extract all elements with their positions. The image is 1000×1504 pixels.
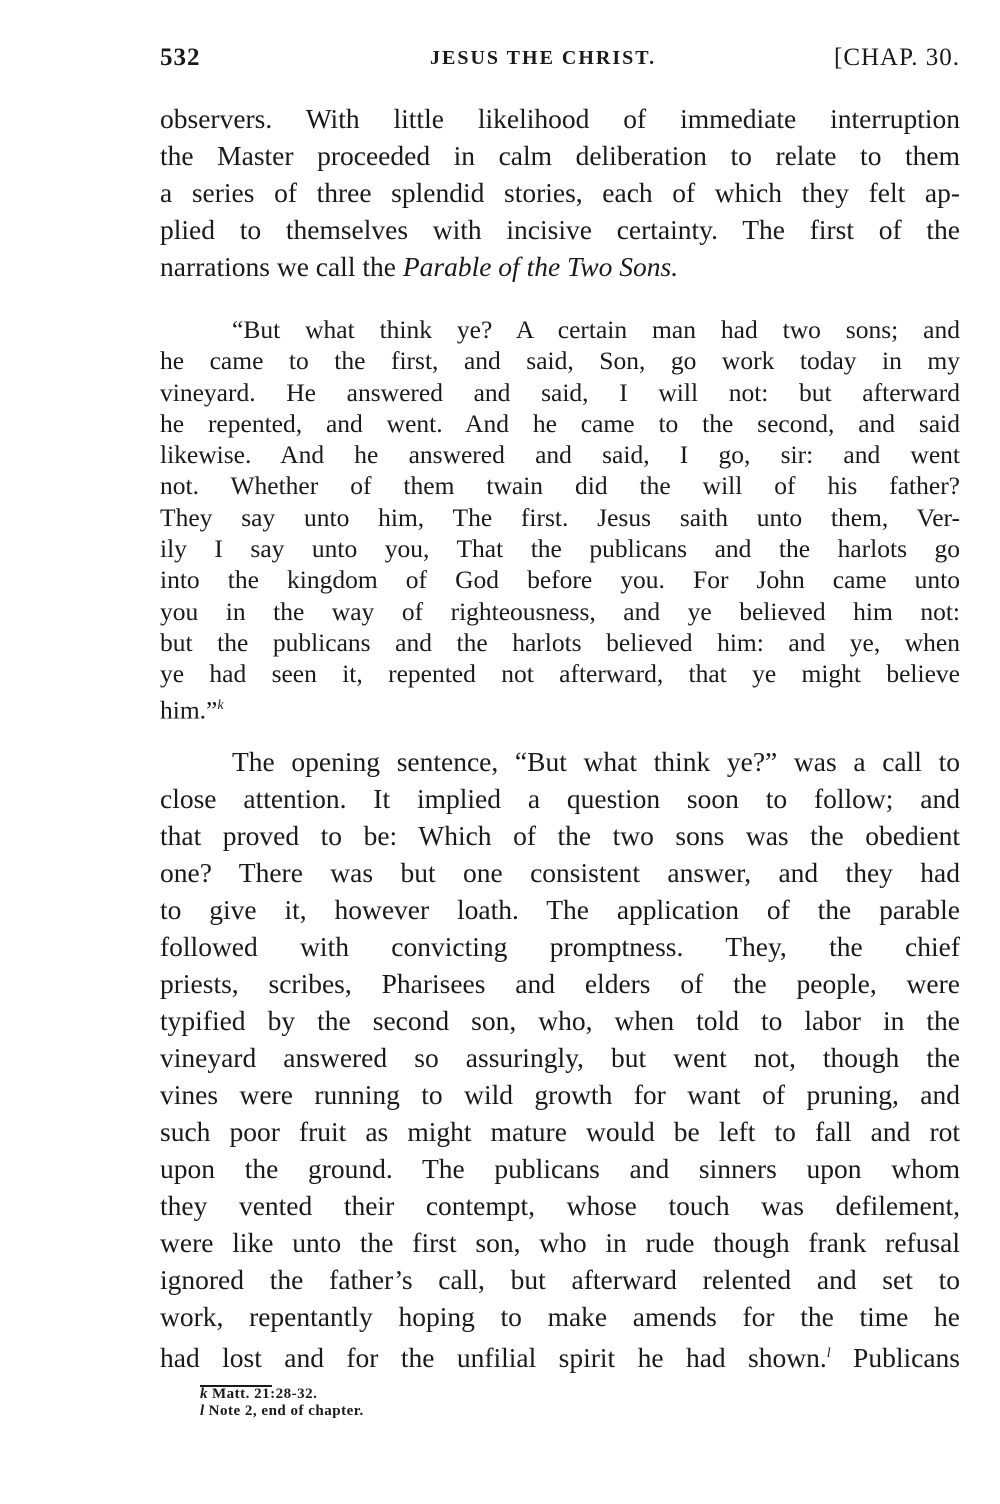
text-line: priests, scribes, Pharisees and elders of the people, were xyxy=(160,968,960,999)
footnote xyxy=(200,1403,364,1420)
text-line: work, repentantly hoping to make amends for the time he xyxy=(160,1301,960,1332)
page-number: 532 xyxy=(160,44,201,71)
quote-line: “But what think ye? A certain man had two sons; and xyxy=(232,315,960,344)
quote-line xyxy=(160,690,960,725)
text-line: the Master proceeded in calm deliberation to relate to them xyxy=(160,140,960,171)
footnote xyxy=(200,1386,364,1403)
text-line: such poor fruit as might mature would be left to fall and rot xyxy=(160,1116,960,1147)
text-line: plied to themselves with incisive certainty. The first of the xyxy=(160,214,960,245)
text-line: observers. With little likelihood of immediate interruption xyxy=(160,103,960,134)
text-line: a series of three splendid stories, each of which they felt ap- xyxy=(160,177,960,208)
text-line: ignored the father’s call, but afterward relented and set to xyxy=(160,1264,960,1295)
text-line: were like unto the first son, who in rude though frank refusal xyxy=(160,1227,960,1258)
quote-line: vineyard. He answered and said, I will not: but afterward xyxy=(160,377,960,407)
text-line: The opening sentence, “But what think ye?” was a call to xyxy=(232,746,960,777)
quote-line: likewise. And he answered and said, I go, sir: and went xyxy=(160,440,960,470)
text-line: that proved to be: Which of the two sons was the obedient xyxy=(160,820,960,851)
text-line: vines were running to wild growth for want of pruning, and xyxy=(160,1079,960,1110)
paragraph-commentary xyxy=(160,743,960,1372)
footnote-ref-l[interactable]: l xyxy=(826,1346,831,1361)
chapter-label: [CHAP. 30. xyxy=(834,44,960,71)
text-fragment: him.” xyxy=(160,695,218,725)
quote-line: ily I say unto you, That the publicans and the harlots go xyxy=(160,534,960,564)
paragraph-intro xyxy=(160,100,960,285)
footnotes xyxy=(200,1386,364,1420)
footnote-mark: l xyxy=(200,1403,205,1419)
text-fragment: had lost and for the unfilial spirit he had shown. xyxy=(160,1342,827,1374)
quote-line: you in the way of righteousness, and ye believed him not: xyxy=(160,596,960,626)
text-line xyxy=(160,1335,960,1372)
quote-line: not. Whether of them twain did the will of his father? xyxy=(160,471,960,501)
footnote-text: Note 2, end of chapter. xyxy=(208,1403,364,1419)
parable-title: Parable of the Two Sons. xyxy=(402,251,679,282)
text-line xyxy=(160,248,960,285)
text-line: upon the ground. The publicans and sinners upon whom xyxy=(160,1153,960,1184)
text-line: they vented their contempt, whose touch was defilement, xyxy=(160,1190,960,1221)
text-line: close attention. It implied a question soon to follow; and xyxy=(160,783,960,814)
footnote-text: Matt. 21:28-32. xyxy=(212,1386,318,1402)
quote-line: but the publicans and the harlots believed him: and ye, when xyxy=(160,627,960,657)
book-title: JESUS THE CHRIST. xyxy=(430,47,657,69)
quote-line: he repented, and went. And he came to the second, and said xyxy=(160,408,960,438)
scripture-quote xyxy=(160,314,960,725)
text-line: one? There was but one consistent answer, and they had xyxy=(160,857,960,888)
footnote-ref-k[interactable]: k xyxy=(217,697,224,713)
quote-line: he came to the first, and said, Son, go work today in my xyxy=(160,346,960,376)
text-line: to give it, however loath. The application of the parable xyxy=(160,894,960,925)
footnote-mark: k xyxy=(200,1386,208,1402)
quote-line: They say unto him, The first. Jesus saith unto them, Ver- xyxy=(160,502,960,532)
text-fragment: narrations we call the xyxy=(160,251,403,282)
text-line: followed with convicting promptness. They, the chief xyxy=(160,931,960,962)
text-fragment: Publicans xyxy=(830,1342,960,1374)
running-head xyxy=(160,44,960,84)
quote-line: into the kingdom of God before you. For John came unto xyxy=(160,565,960,595)
text-line: vineyard answered so assuringly, but went not, though the xyxy=(160,1042,960,1073)
text-line: typified by the second son, who, when told to labor in the xyxy=(160,1005,960,1036)
quote-line: ye had seen it, repented not afterward, that ye might believe xyxy=(160,659,960,689)
